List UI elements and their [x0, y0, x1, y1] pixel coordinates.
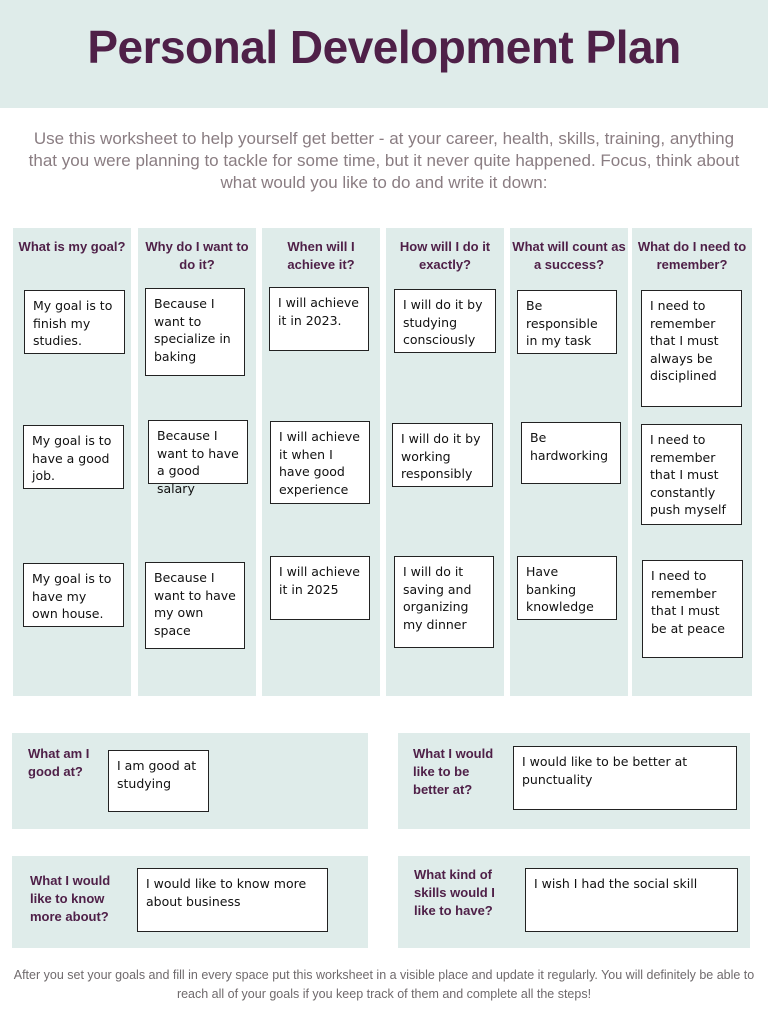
panel-label: What I would like to be better at?	[413, 746, 494, 797]
answer-card[interactable]: I would like to know more about business	[137, 868, 328, 932]
intro-text: Use this worksheet to help yourself get better - at your career, health, skills, training, anything that you were planning to tackle for some time, but it never quite happened. Focus, think about what would you like to do and write it down:	[28, 129, 740, 192]
entry-card[interactable]: Be responsible in my task	[517, 290, 617, 354]
footer-text: After you set your goals and fill in every space put this worksheet in a visible place and update it regularly. You will definitely be able to reach all of your goals if you keep track of them and complete all the steps!	[13, 968, 755, 1001]
entry-card[interactable]: I need to remember that I must be at peace	[642, 560, 743, 658]
entry-card[interactable]: I will achieve it when I have good experience	[270, 421, 370, 504]
column-heading: What is my goal?	[18, 239, 126, 254]
entry-card[interactable]: I will do it by working responsibly	[392, 423, 493, 487]
answer-card[interactable]: I wish I had the social skill	[525, 868, 738, 932]
entry-card[interactable]: Because I want to have my own space	[145, 562, 245, 649]
column-heading: How will I do it exactly?	[399, 239, 491, 272]
column-heading: Why do I want to do it?	[145, 239, 249, 272]
panel-label: What I would like to know more about?	[30, 873, 111, 924]
column-heading: When will I achieve it?	[287, 239, 355, 272]
entry-card[interactable]: I will achieve it in 2025	[270, 556, 370, 620]
entry-card[interactable]: I need to remember that I must always be disciplined	[641, 290, 742, 407]
entry-card[interactable]: My goal is to have a good job.	[23, 425, 124, 489]
entry-card[interactable]: My goal is to finish my studies.	[24, 290, 125, 354]
entry-card[interactable]: I will do it saving and organizing my dinner	[394, 556, 494, 648]
page-title: Personal Development Plan	[87, 21, 681, 73]
entry-card[interactable]: Be hardworking	[521, 422, 621, 484]
answer-card[interactable]: I would like to be better at punctuality	[513, 746, 737, 810]
entry-card[interactable]: Because I want to have a good salary	[148, 420, 248, 484]
column-heading: What will count as a success?	[512, 239, 626, 272]
answer-card[interactable]: I am good at studying	[108, 750, 209, 812]
entry-card[interactable]: I will do it by studying consciously	[394, 289, 496, 353]
panel-label: What am I good at?	[28, 746, 90, 779]
panel-label: What kind of skills would I like to have?	[414, 867, 495, 918]
entry-card[interactable]: I will achieve it in 2023.	[269, 287, 369, 351]
column-heading: What do I need to remember?	[637, 239, 747, 272]
entry-card[interactable]: I need to remember that I must constantly push myself	[641, 424, 742, 525]
entry-card[interactable]: Because I want to specialize in baking	[145, 288, 245, 376]
entry-card[interactable]: Have banking knowledge	[517, 556, 617, 620]
entry-card[interactable]: My goal is to have my own house.	[23, 563, 124, 627]
